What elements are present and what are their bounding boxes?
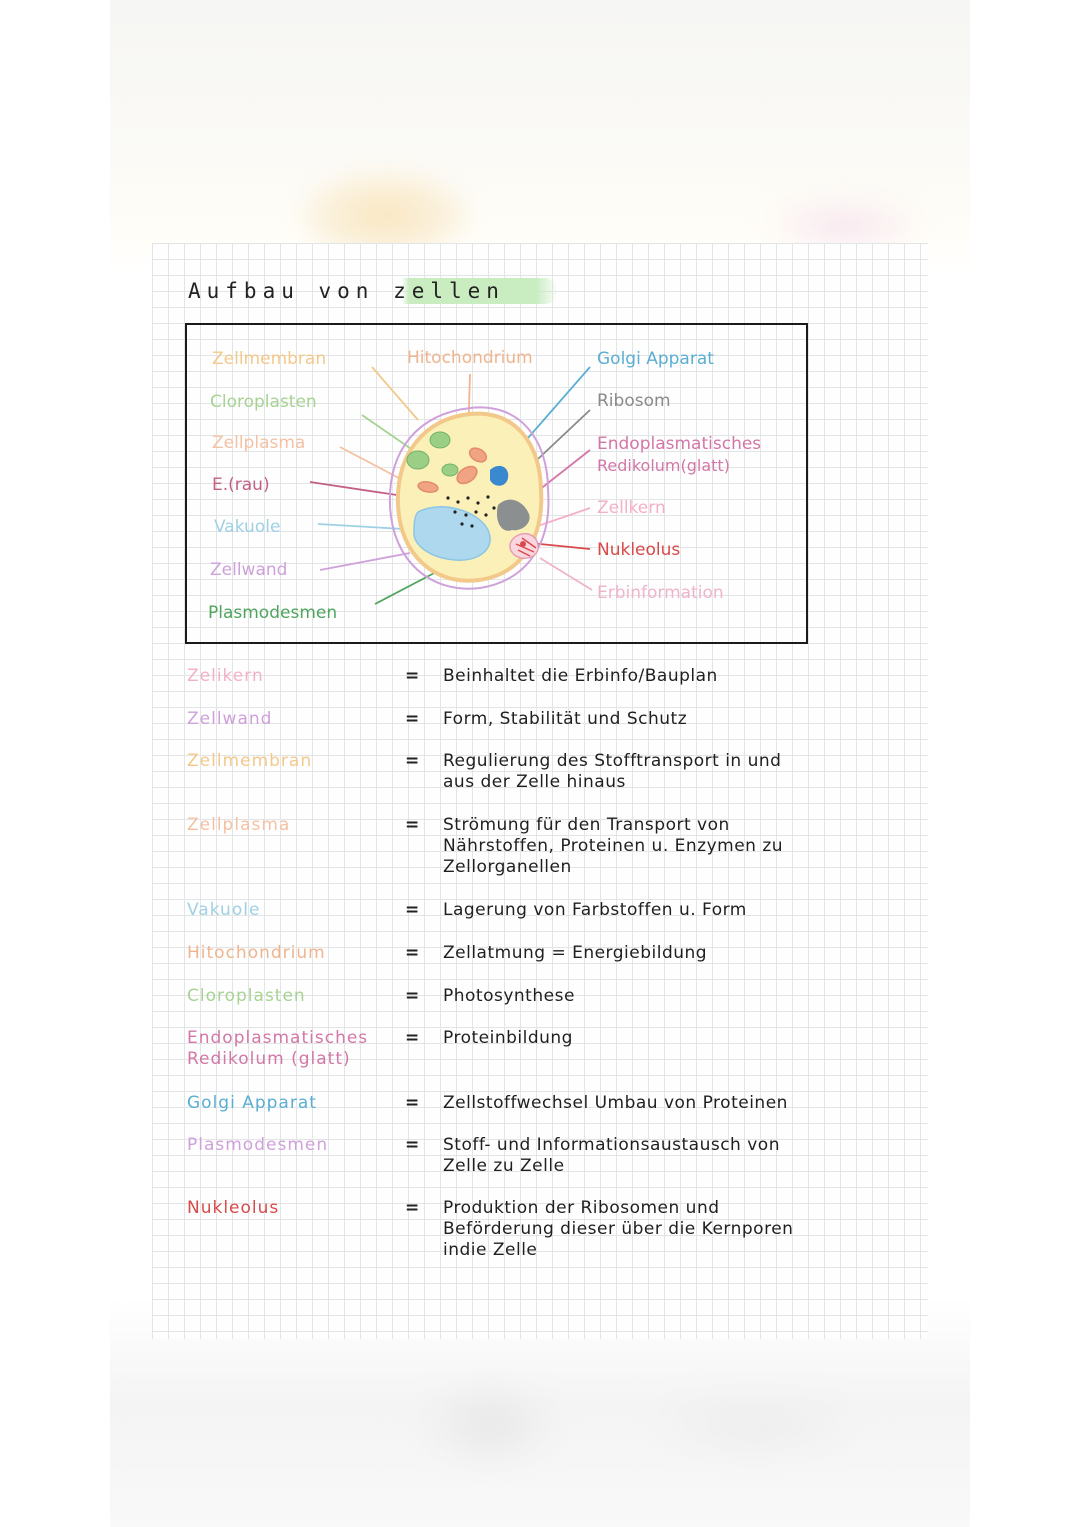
label-er-glatt: Endoplasmatisches xyxy=(597,434,762,454)
definition-line: Photosynthese xyxy=(443,986,575,1006)
label-zellmembran: Zellmembran xyxy=(212,349,327,369)
definition-line: Strömung für den Transport von xyxy=(443,815,730,835)
definition-text xyxy=(443,815,883,878)
definition-term: Zellplasma xyxy=(187,815,291,835)
equals-sign: = xyxy=(405,943,420,963)
leader-erbinformation xyxy=(540,558,592,590)
definition-term: Golgi Apparat xyxy=(187,1093,317,1113)
definition-text xyxy=(443,709,883,730)
definition-line: Beförderung dieser über die Kernporen xyxy=(443,1219,794,1239)
definition-term: Vakuole xyxy=(187,900,261,920)
equals-sign: = xyxy=(405,1028,420,1048)
nucleolus-dot xyxy=(520,541,526,547)
golgi-shape xyxy=(490,466,508,486)
page-title: Aufbau von zellen xyxy=(188,279,505,303)
blurred-decoration xyxy=(420,1380,560,1470)
definition-text xyxy=(443,1135,883,1177)
definition-line: Beinhaltet die Erbinfo/Bauplan xyxy=(443,666,718,686)
blurred-decoration xyxy=(650,1390,860,1460)
equals-sign: = xyxy=(405,986,420,1006)
definition-term: Cloroplasten xyxy=(187,986,306,1006)
definition-line: Zelle zu Zelle xyxy=(443,1156,565,1176)
label-ribosom: Ribosom xyxy=(597,391,671,411)
label-zellkern: Zellkern xyxy=(597,498,666,518)
definition-term: Zelikern xyxy=(187,666,264,686)
label-golgi: Golgi Apparat xyxy=(597,349,714,369)
label-erbinformation: Erbinformation xyxy=(597,583,724,603)
equals-sign: = xyxy=(405,815,420,835)
definition-text xyxy=(443,666,883,687)
definition-line: Regulierung des Stofftransport in und xyxy=(443,751,782,771)
definition-line: Proteinbildung xyxy=(443,1028,573,1048)
definition-text xyxy=(443,1093,883,1114)
label-chloroplasten: Cloroplasten xyxy=(210,392,317,412)
definition-line: Produktion der Ribosomen und xyxy=(443,1198,720,1218)
label-mitochondrium: Hitochondrium xyxy=(407,348,533,368)
leader-zellwand xyxy=(320,553,410,570)
definition-text xyxy=(443,1028,883,1049)
definition-line: Lagerung von Farbstoffen u. Form xyxy=(443,900,747,920)
definition-text xyxy=(443,1198,883,1261)
definition-line: indie Zelle xyxy=(443,1240,538,1260)
equals-sign: = xyxy=(405,751,420,771)
definition-term: Plasmodesmen xyxy=(187,1135,329,1155)
definition-term: Nukleolus xyxy=(187,1198,280,1218)
definition-term: Hitochondrium xyxy=(187,943,326,963)
definition-term: Endoplasmatisches Redikolum (glatt) xyxy=(187,1028,369,1069)
equals-sign: = xyxy=(405,709,420,729)
definition-term: Zellmembran xyxy=(187,751,313,771)
definition-term: Zellwand xyxy=(187,709,273,729)
equals-sign: = xyxy=(405,900,420,920)
label-zellplasma: Zellplasma xyxy=(212,433,306,453)
definition-line: Zellatmung = Energiebildung xyxy=(443,943,708,963)
label-er-glatt-line2: Redikolum(glatt) xyxy=(597,456,730,475)
definition-line: Stoff- und Informationsaustausch von xyxy=(443,1135,780,1155)
label-er-rau: E.(rau) xyxy=(212,475,270,495)
definition-line: Zellorganellen xyxy=(443,857,572,877)
definition-text xyxy=(443,986,883,1007)
plant-cell-illustration xyxy=(0,0,1080,700)
leader-zellkern xyxy=(535,508,590,527)
equals-sign: = xyxy=(405,666,420,686)
definition-line: Zellstoffwechsel Umbau von Proteinen xyxy=(443,1093,788,1113)
definition-line: Form, Stabilität und Schutz xyxy=(443,709,688,729)
definition-text xyxy=(443,943,883,964)
label-vakuole: Vakuole xyxy=(214,517,281,537)
label-zellwand: Zellwand xyxy=(210,560,288,580)
definition-line: Nährstoffen, Proteinen u. Enzymen zu xyxy=(443,836,784,856)
definition-text xyxy=(443,900,883,921)
definition-text xyxy=(443,751,883,793)
definition-line: aus der Zelle hinaus xyxy=(443,772,626,792)
leader-zellmembran xyxy=(372,367,418,420)
label-nukleolus: Nukleolus xyxy=(597,540,681,560)
equals-sign: = xyxy=(405,1135,420,1155)
equals-sign: = xyxy=(405,1093,420,1113)
leader-plasmodesmen xyxy=(375,570,440,604)
label-plasmodesmen: Plasmodesmen xyxy=(208,603,338,623)
equals-sign: = xyxy=(405,1198,420,1218)
